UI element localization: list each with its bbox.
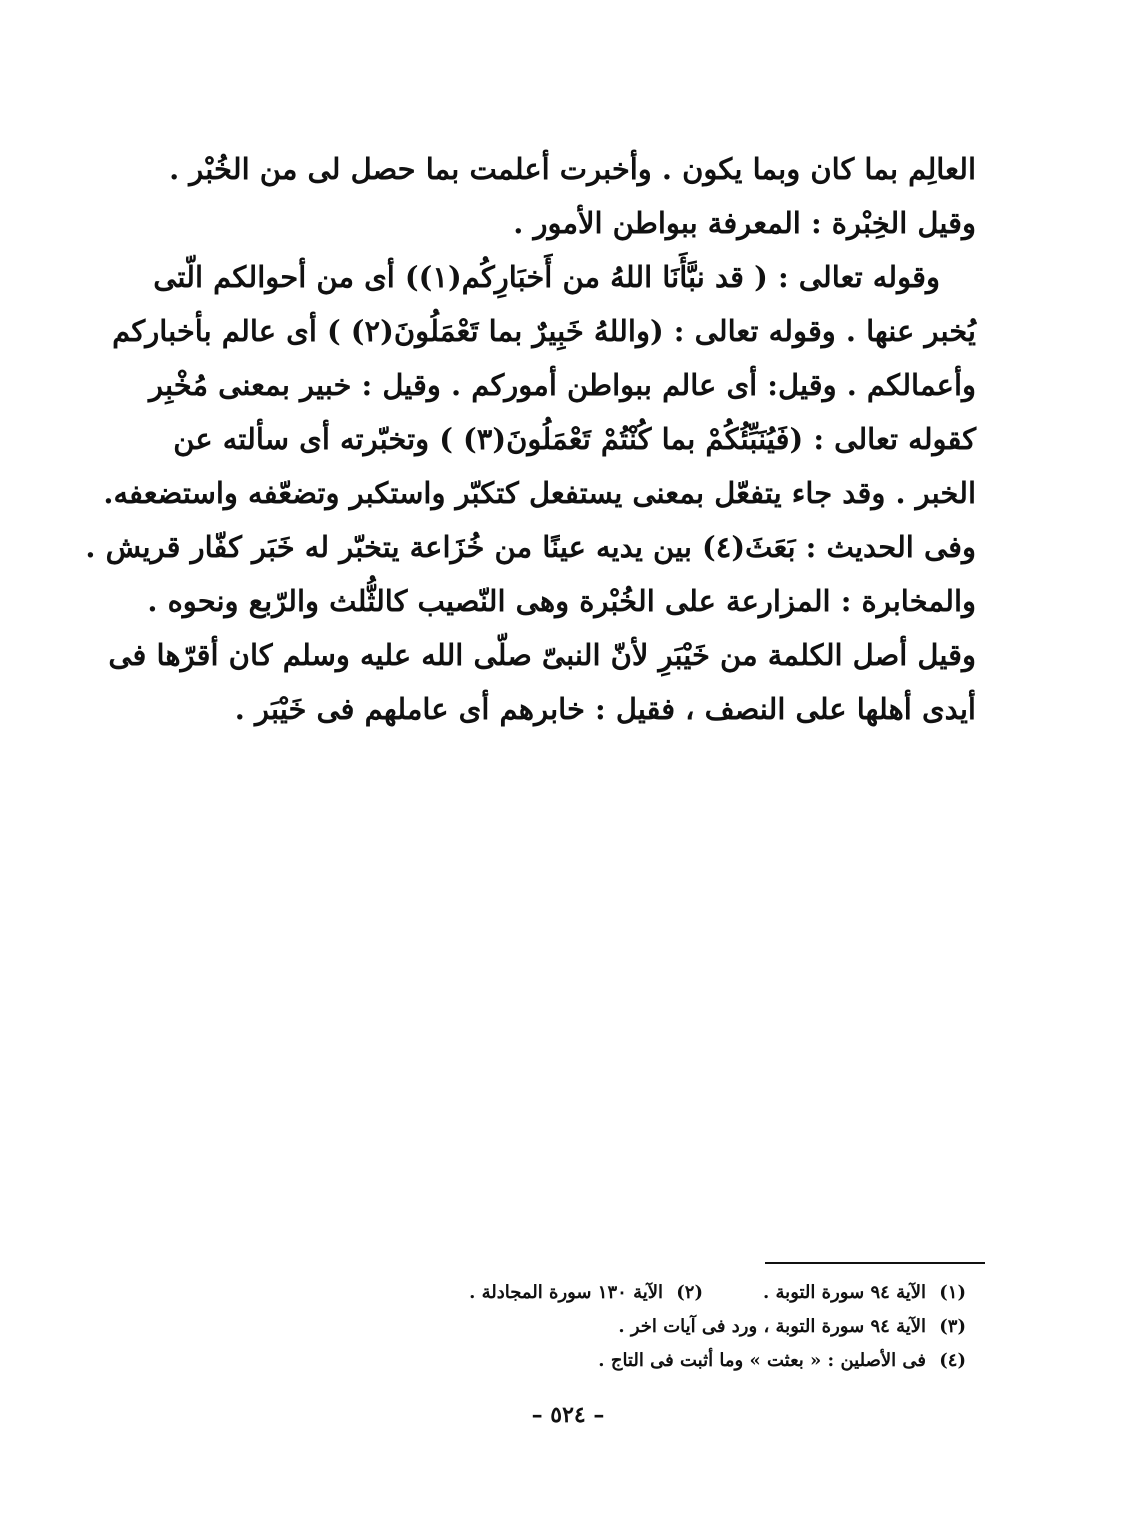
footnote-text: فى الأصلين : « بعثت » وما أثبت فى التاج .: [598, 1350, 926, 1371]
footnote-separator: [765, 1262, 985, 1264]
body-line: وقيل أصل الكلمة من خَيْبَرِ لأنّ النبىّ صلّى الله عليه وسلم كان أقرّها فى: [108, 638, 976, 672]
page-number: – ٥٢٤ –: [531, 1402, 605, 1428]
footnote-number: (٤): [939, 1350, 966, 1371]
body-line: وقيل الخِبْرة : المعرفة ببواطن الأمور .: [513, 206, 976, 240]
body-line: وفى الحديث : بَعَثَ(٤) بين يديه عينًا من خُزَاعة يتخبّر له خَبَر كفّار قريش .: [85, 530, 976, 564]
footnote-number: (١): [939, 1282, 966, 1303]
body-text: [85, 142, 976, 736]
footnote-text: الآية ٩٤ سورة التوبة ، ورد فى آيات اخر .: [618, 1316, 926, 1337]
body-line: يُخبر عنها . وقوله تعالى : (واللهُ خَبِيرٌ بما تَعْمَلُونَ(٢) ) أى عالم بأخباركم: [112, 314, 976, 348]
footnote-row: [186, 1344, 966, 1378]
footnote-text: الآية ٩٤ سورة التوبة .: [763, 1282, 926, 1303]
body-line: وقوله تعالى : ( قد نبَّأَنَا اللهُ من أَخبَارِكُم(١)) أى من أحوالكم الّتى: [153, 260, 940, 294]
footnote-number: (٢): [676, 1282, 703, 1303]
body-line: والمخابرة : المزارعة على الخُبْرة وهى النّصيب كالثُّلث والرّبع ونحوه .: [147, 584, 976, 618]
body-line: العالِم بما كان وبما يكون . وأخبرت أعلمت بما حصل لى من الخُبْر .: [169, 152, 976, 186]
footnote-text: الآية ١٣٠ سورة المجادلة .: [469, 1282, 663, 1303]
footnote-number: (٣): [939, 1316, 966, 1337]
footnote-row: [186, 1310, 966, 1344]
footnotes: [186, 1276, 966, 1378]
body-line: أيدى أهلها على النصف ، فقيل : خابرهم أى عاملهم فى خَيْبَر .: [234, 692, 976, 726]
body-line: وأعمالكم . وقيل: أى عالم ببواطن أموركم . وقيل : خبير بمعنى مُخْبِر: [149, 368, 976, 402]
body-line: الخبر . وقد جاء يتفعّل بمعنى يستفعل كتكبّر واستكبر وتضعّفه واستضعفه.: [103, 476, 976, 510]
footnote-row: [186, 1276, 966, 1310]
body-line: كقوله تعالى : (فَيُنَبِّئُكُمْ بما كُنْتُمْ تَعْمَلُونَ(٣) ) وتخبّرته أى سألته عن: [173, 422, 976, 456]
